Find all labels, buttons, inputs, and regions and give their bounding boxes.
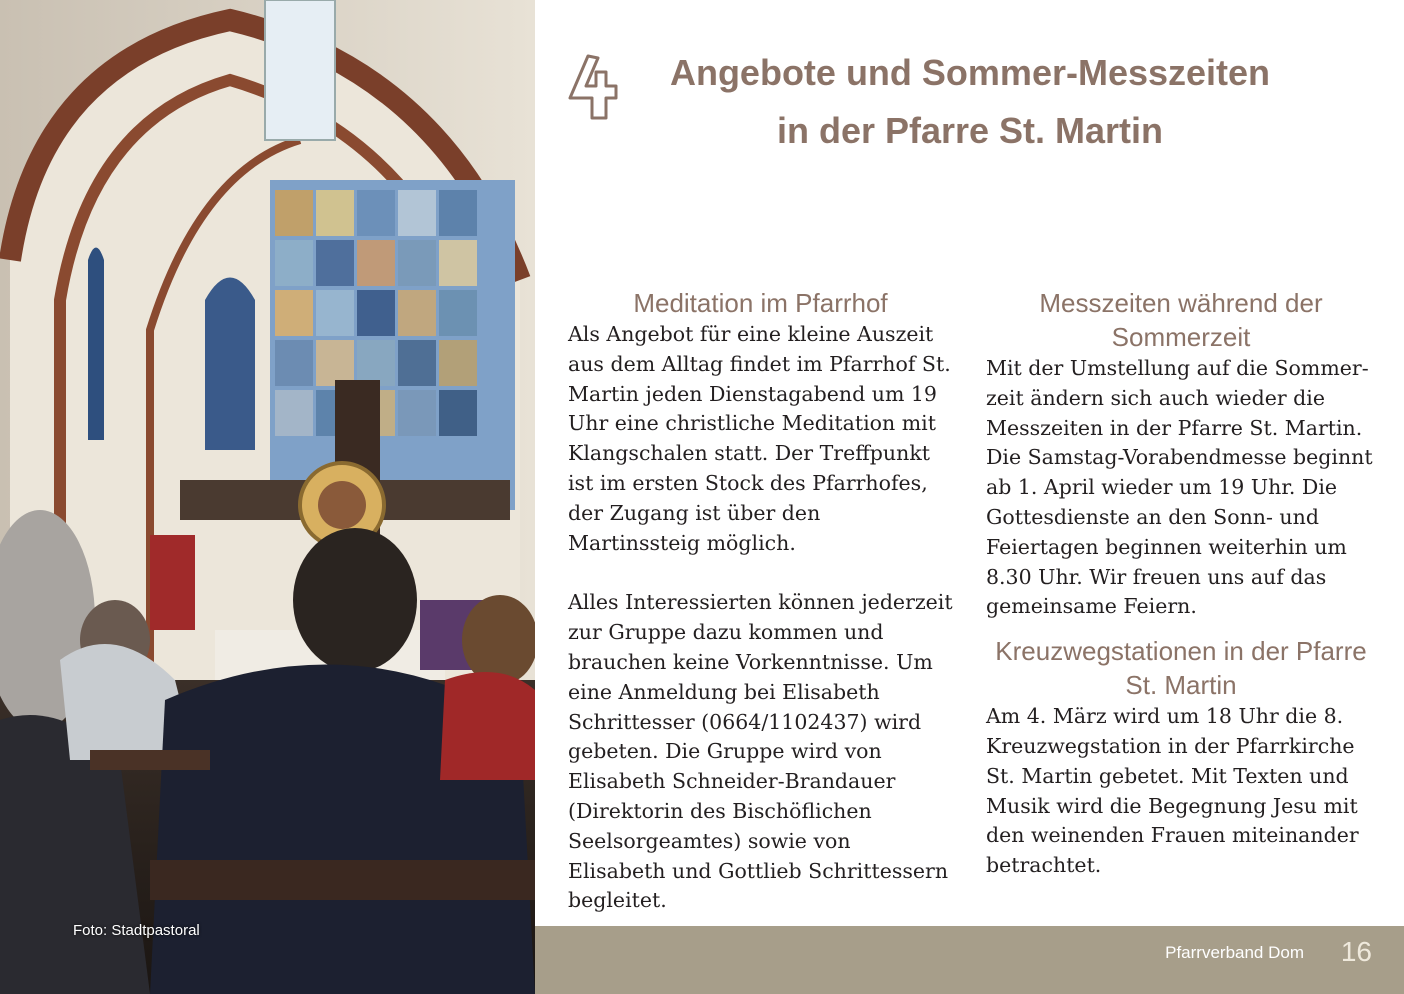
page-title-line2: in der Pfarre St. Martin <box>776 110 1164 151</box>
photo-credit: Foto: Stadtpastoral <box>73 922 200 939</box>
meditation-heading: Meditation im Pfarrhof <box>633 288 888 318</box>
meditation-paragraph-2: Alles Interessierten können jederzeit zur Gruppe dazu kommen und brauchen keine Vorkenntnisse. Um eine Anmeldung bei Elisabeth Schrittesser (0664/1102437) wird gebeten. Die Gruppe wird von Elisabeth Schneider-Brandauer (Direktorin des Bischöflichen Seelsorgeamtes) sowie von Elisabeth und Gottlieb Schrittessern begleitet. <box>568 590 953 913</box>
right-column <box>986 286 1376 881</box>
footer-publication-name: Pfarrverband Dom <box>1165 943 1304 962</box>
kreuzweg-heading: Kreuzwegstationen in der Pfarre St. Martin <box>995 636 1367 701</box>
meditation-column <box>568 286 953 916</box>
page-title <box>635 44 1305 160</box>
messzeiten-heading: Messzeiten während der Sommerzeit <box>1039 288 1323 352</box>
kreuzweg-paragraph: Am 4. März wird um 18 Uhr die 8. Kreuzwegstation in der Pfarrkirche St. Martin gebetet. Mit Texten und Musik wird die Begegnung Jesu mit den weinenden Frauen miteinander betrachtet. <box>986 704 1359 878</box>
church-interior-photo <box>0 0 535 994</box>
cross-number-icon <box>566 52 622 124</box>
messzeiten-paragraph: Mit der Umstellung auf die Sommerzeit ändern sich auch wieder die Messzeiten in der Pfarre St. Martin. Die Samstag-Vorabendmesse beginnt ab 1. April wieder um 19 Uhr. Die Gottesdienste an den Sonn- und Feiertagen beginnen weiterhin um 8.30 Uhr. Wir freuen uns auf das gemeinsame Feiern. <box>986 356 1373 619</box>
meditation-paragraph-1: Als Angebot für eine kleine Auszeit aus dem Alltag findet im Pfarrhof St. Martin jeden Dienstagabend um 19 Uhr eine christliche Meditation mit Klangschalen statt. Der Treffpunkt ist im ersten Stock des Pfarrhofes, der Zugang ist über den Martinssteig möglich. <box>568 322 951 555</box>
church-interior-illustration <box>0 0 535 994</box>
page-footer <box>535 926 1404 994</box>
page-title-line1: Angebote und Sommer-Messzeiten <box>669 52 1271 93</box>
page-number: 16 <box>1340 936 1372 967</box>
